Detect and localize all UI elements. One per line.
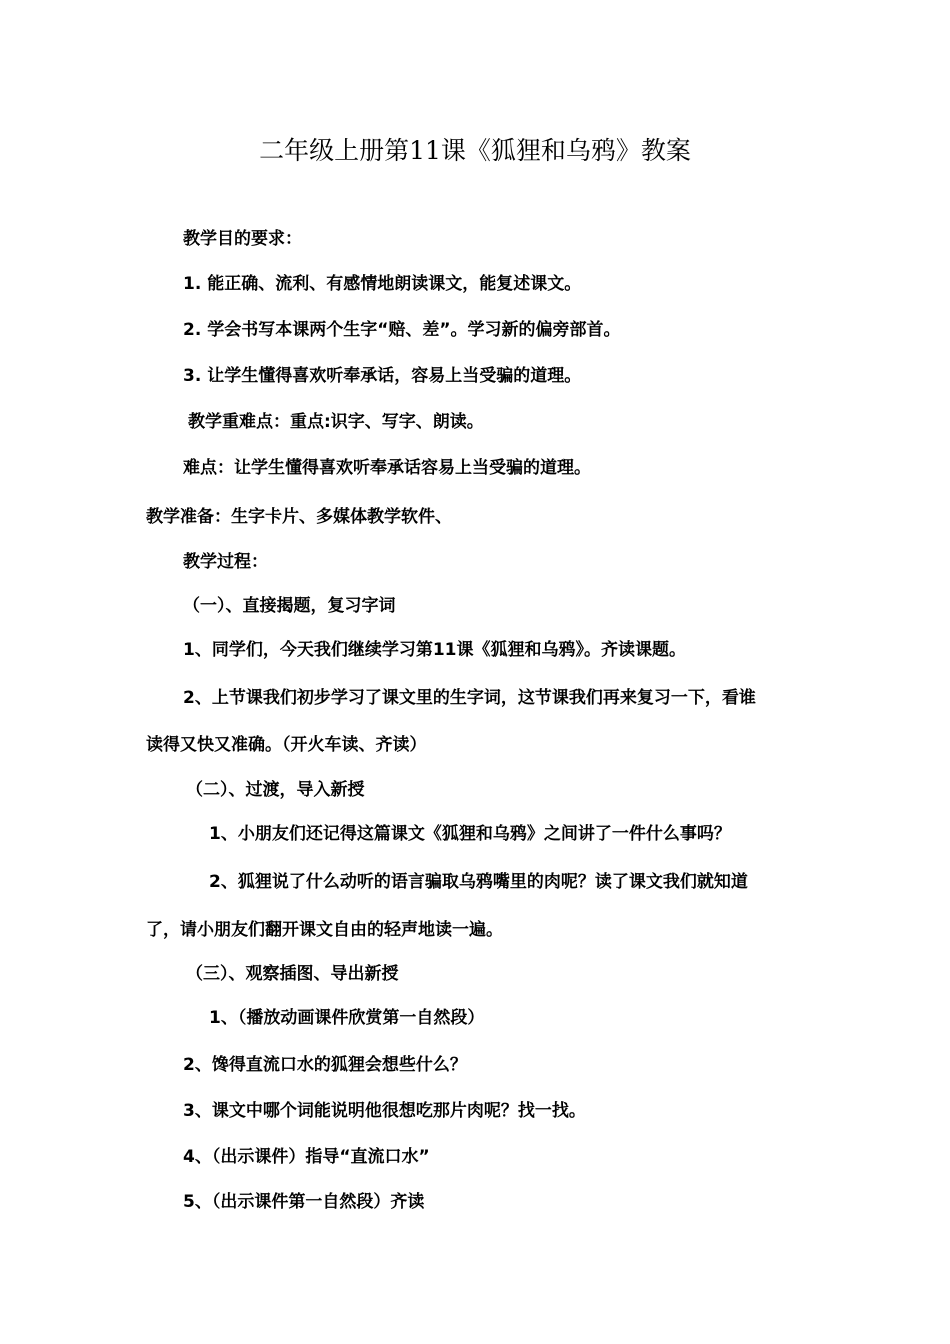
teaching-objectives-heading: 教学目的要求： [183, 229, 302, 249]
teaching-process-heading: 教学过程： [183, 552, 268, 572]
section-2-item-2: 2、狐狸说了什么动听的语言骗取乌鸦嘴里的肉呢？读了课文我们就知道 [209, 872, 748, 892]
key-points: 教学重难点：重点:识字、写字、朗读。 [188, 412, 484, 432]
difficult-points: 难点：让学生懂得喜欢听奉承话容易上当受骗的道理。 [183, 458, 591, 478]
section-3-item-3: 3、课文中哪个词能说明他很想吃那片肉呢？找一找。 [183, 1101, 586, 1121]
section-2-item-1: 1、小朋友们还记得这篇课文《狐狸和乌鸦》之间讲了一件什么事吗？ [209, 824, 731, 844]
section-2-item-2-cont: 了，请小朋友们翻开课文自由的轻声地读一遍。 [146, 920, 503, 940]
teaching-preparation: 教学准备：生字卡片、多媒体教学软件、 [146, 507, 452, 527]
section-3-item-4: 4、（出示课件）指导“直流口水” [183, 1147, 430, 1167]
section-1-heading: （一）、直接揭题，复习字词 [183, 596, 396, 616]
section-3-item-2: 2、馋得直流口水的狐狸会想些什么？ [183, 1055, 467, 1075]
section-1-item-2-cont: 读得又快又准确。（开火车读、齐读） [146, 735, 427, 755]
objective-1: 1. 能正确、流利、有感情地朗读课文，能复述课文。 [183, 274, 582, 294]
section-1-item-1: 1、同学们，今天我们继续学习第11课《狐狸和乌鸦》。齐读课题。 [183, 640, 686, 660]
section-3-item-5: 5、（出示课件第一自然段）齐读 [183, 1192, 425, 1212]
section-1-item-2: 2、上节课我们初步学习了课文里的生字词，这节课我们再来复习一下，看谁 [183, 688, 756, 708]
objective-3: 3. 让学生懂得喜欢听奉承话，容易上当受骗的道理。 [183, 366, 582, 386]
section-3-item-1: 1、（播放动画课件欣赏第一自然段） [209, 1008, 485, 1028]
section-2-heading: （二）、过渡，导入新授 [186, 780, 365, 800]
section-3-heading: （三）、观察插图、导出新授 [186, 964, 399, 984]
objective-2: 2. 学会书写本课两个生字“赔、差”。学习新的偏旁部首。 [183, 320, 621, 340]
document-title: 二年级上册第11课《狐狸和乌鸦》教案 [259, 136, 691, 165]
